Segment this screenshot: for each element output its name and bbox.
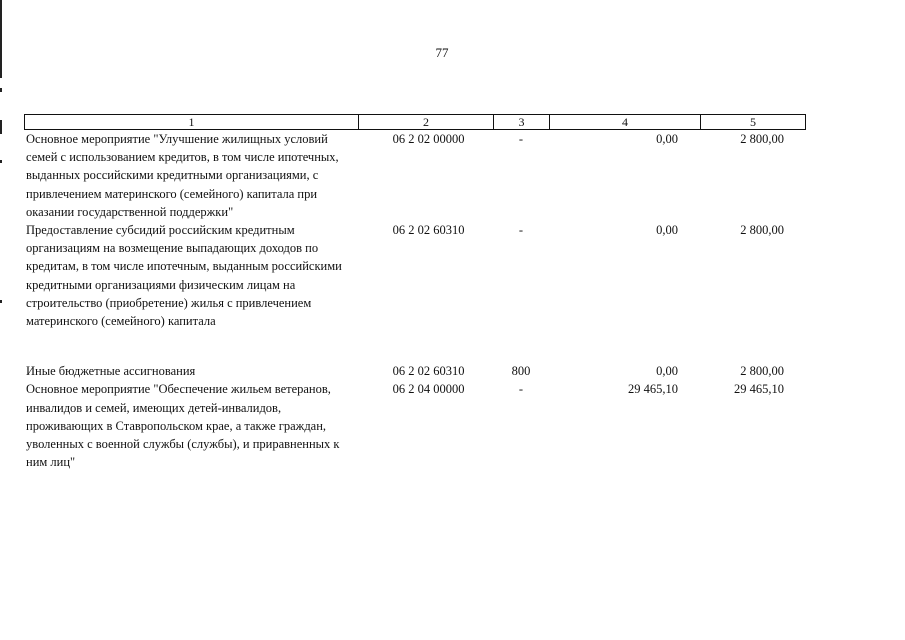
column-header-3: 3	[494, 115, 550, 129]
row-amount-cell: 2 800,00	[740, 223, 784, 238]
row-name-cell: Основное мероприятие "Обеспечение жильем ветеранов, инвалидов и семей, имеющих детей-инвалидов, проживающих в Ставропольском крае, а также граждан, уволенных с военной службы (службы), и приравненных к ним лиц"	[26, 382, 340, 470]
row-type-cell: 800	[511, 364, 531, 379]
row-amount-cell: 2 800,00	[740, 132, 784, 146]
row-amount-cell: 29 465,10	[628, 382, 678, 397]
table-row	[24, 380, 806, 471]
row-type-cell: -	[518, 223, 524, 238]
budget-table	[24, 114, 806, 471]
row-amount-cell: 0,00	[656, 223, 678, 238]
scan-margin-mark	[0, 160, 2, 163]
scan-margin-mark	[0, 88, 2, 92]
row-amount-cell: 2 800,00	[740, 364, 784, 379]
row-code-cell: 06 2 02 60310	[392, 223, 465, 238]
table-row	[24, 362, 806, 380]
table-row	[24, 130, 806, 221]
page-number: 77	[435, 45, 449, 60]
row-code-cell: 06 2 04 00000	[392, 382, 465, 397]
table-header-row	[24, 114, 806, 130]
row-name-cell: Предоставление субсидий российским кредитным организациям на возмещение выпадающих доходов по кредитам, в том числе ипотечным, выданным российскими кредитными организациями физическим лицам на строительство (приобретение) жилья с привлечением материнского (семейного) капитала	[26, 223, 342, 329]
row-spacer	[24, 330, 806, 362]
column-header-2: 2	[359, 115, 494, 129]
row-type-cell: -	[518, 382, 524, 397]
scan-margin-mark	[0, 120, 2, 134]
row-name-cell: Основное мероприятие "Улучшение жилищных условий семей с использованием кредитов, в том числе ипотечных, выданных российскими кредитными организациями, с привлечением материнского (семейного) капитала при оказании государственной поддержки"	[26, 132, 339, 219]
row-code-cell: 06 2 02 60310	[392, 364, 465, 379]
row-code-cell: 06 2 02 00000	[392, 132, 465, 146]
row-amount-cell: 29 465,10	[734, 382, 784, 397]
row-name-cell: Иные бюджетные ассигнования	[26, 364, 196, 379]
table-row	[24, 221, 806, 330]
column-header-5: 5	[750, 115, 756, 129]
scan-margin-mark	[0, 0, 2, 78]
scan-margin-mark	[0, 300, 2, 303]
row-amount-cell: 0,00	[656, 364, 678, 379]
column-header-1: 1	[25, 115, 359, 129]
row-amount-cell: 0,00	[656, 132, 678, 146]
row-type-cell: -	[518, 132, 524, 146]
column-header-4: 4	[550, 115, 701, 129]
